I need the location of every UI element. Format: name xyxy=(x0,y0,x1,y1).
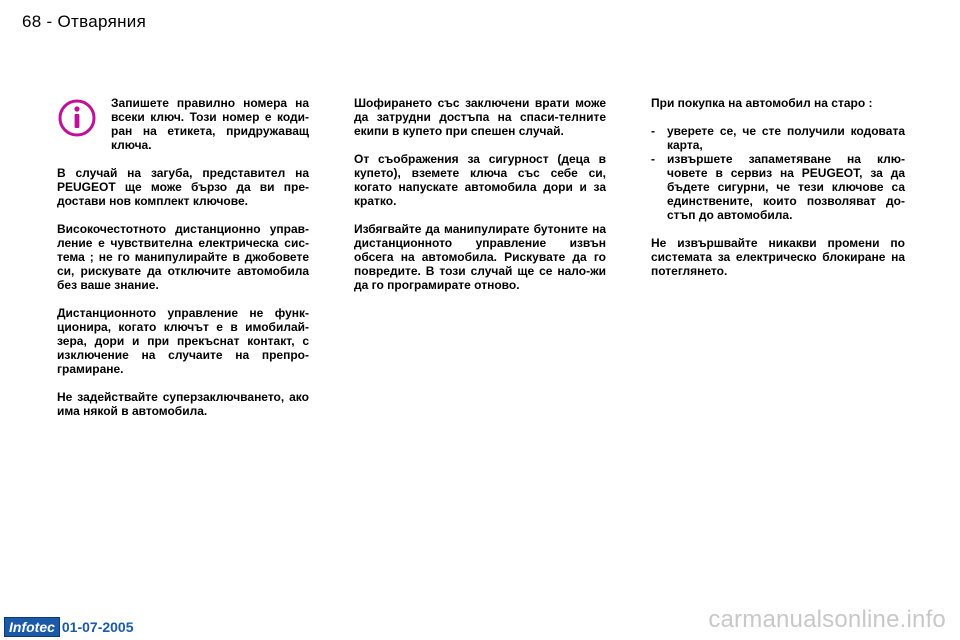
paragraph: Шофирането със заключени врати може да затрудни достъпа на спаси-телните екипи в купето при спешен случай. xyxy=(354,96,606,138)
column-3 xyxy=(651,96,905,292)
bullet-list xyxy=(651,124,905,222)
info-note xyxy=(57,96,309,152)
list-item: - извършете запаметяване на клю-човете в сервиз на PEUGEOT, за да бъдете сигурни, че тези ключове са единствените, които позволяват до-стъп до автомобила. xyxy=(651,152,905,222)
column-2 xyxy=(354,96,606,306)
infotec-logo: Infotec xyxy=(4,617,60,637)
page-title: 68 - Отваряния xyxy=(22,12,147,31)
footer-date: 01-07-2005 xyxy=(61,619,134,635)
paragraph: Избягвайте да манипулирате бутоните на дистанционното управление извън обсега на автомобила. Рискувате да го повредите. В този случай ще се нало-жи да го програмирате отново. xyxy=(354,222,606,292)
intro-paragraph: При покупка на автомобил на старо : xyxy=(651,96,873,110)
paragraph: Не задействайте суперзаключването, ако има някой в автомобила. xyxy=(57,390,309,418)
watermark: carmanualsonline.info xyxy=(708,606,946,633)
column-1 xyxy=(57,96,309,432)
info-paragraph: Запишете правилно номера на всеки ключ. Този номер е коди-ран на етикета, придружаващ ключа. xyxy=(111,96,309,152)
footer xyxy=(4,617,134,637)
paragraph: Дистанционното управление не функ-ционира, когато ключът е в имобилай-зера, дори и при прекъснат контакт, с изключение на случаите на препро-грамиране. xyxy=(57,306,309,376)
closing-paragraph: Не извършвайте никакви промени по системата за електрическо блокиране на потеглянето. xyxy=(651,236,905,278)
paragraph: В случай на загуба, представител на PEUGEOT ще може бързо да ви пре-достави нов комплект ключове. xyxy=(57,166,309,208)
list-item: - уверете се, че сте получили кодовата карта, xyxy=(651,124,905,152)
info-icon xyxy=(57,98,97,138)
paragraph: От съображения за сигурност (деца в купето), вземете ключа със себе си, когато напускате автомобила дори и за кратко. xyxy=(354,152,606,208)
paragraph: Високочестотното дистанционно управ-ление е чувствителна електрическа сис-тема ; не го манипулирайте в джобовете си, рискувате да отключите автомобила без ваше знание. xyxy=(57,222,309,292)
